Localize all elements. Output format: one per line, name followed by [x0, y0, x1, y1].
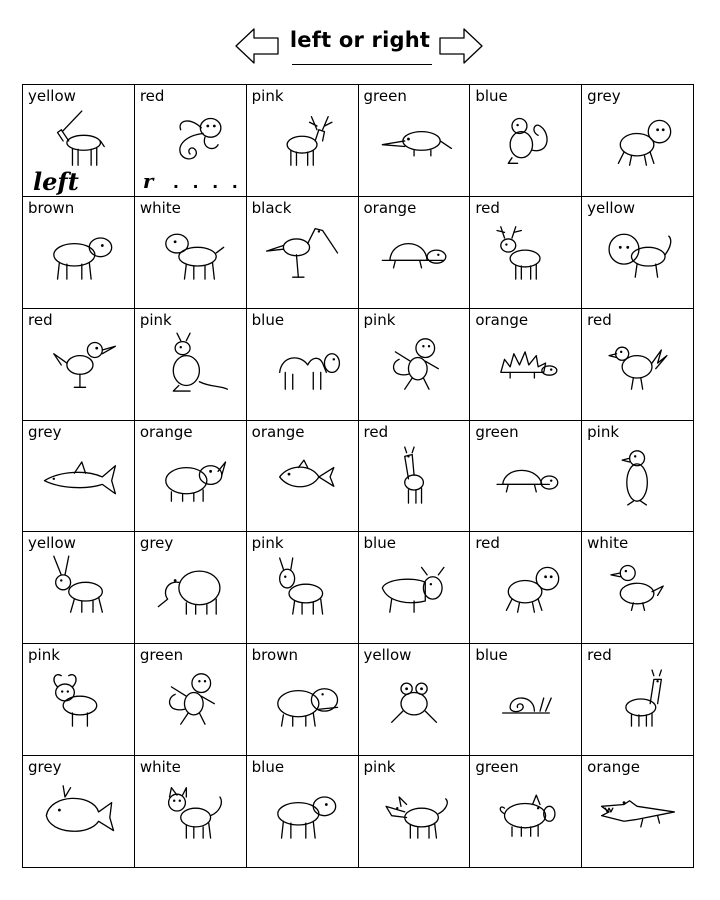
color-label: white [139, 198, 181, 217]
llama-icon [596, 664, 680, 734]
hen-icon [596, 329, 680, 399]
animal-cell-20[interactable] [135, 421, 247, 533]
dog-icon [149, 217, 233, 287]
penguin-icon [596, 441, 680, 511]
whale-icon [37, 776, 121, 846]
color-label: blue [475, 87, 508, 105]
bear-icon [261, 776, 345, 846]
anteater-icon [373, 105, 457, 175]
animal-cell-1[interactable] [23, 85, 135, 197]
animal-cell-22[interactable] [359, 421, 471, 533]
deer-icon [484, 217, 568, 287]
animal-cell-7[interactable] [23, 197, 135, 309]
donkey-icon [261, 552, 345, 622]
color-label: pink [251, 534, 284, 553]
color-label: pink [363, 758, 396, 777]
hedgehog-icon [484, 329, 568, 399]
color-label: black [251, 198, 292, 217]
rhino-icon [149, 441, 233, 511]
color-label: white [587, 534, 629, 553]
antelope-icon [37, 105, 121, 175]
animal-cell-13[interactable] [23, 309, 135, 421]
left-arrow-icon [234, 26, 280, 66]
color-label: red [587, 310, 612, 329]
color-label: red [475, 534, 500, 553]
giraffe-icon [373, 441, 457, 511]
shark-icon [37, 441, 121, 511]
animal-cell-23[interactable] [470, 421, 582, 533]
answer-blank[interactable]: . . . . [172, 173, 242, 192]
animal-cell-37[interactable] [23, 756, 135, 868]
cow-icon [484, 552, 568, 622]
answer-start-letter: r [142, 169, 154, 193]
bird-icon [37, 329, 121, 399]
animal-cell-6[interactable] [582, 85, 694, 197]
cow-icon [596, 105, 680, 175]
wolf-icon [373, 776, 457, 846]
color-label: yellow [28, 87, 76, 105]
animal-cell-26[interactable] [135, 532, 247, 644]
animal-cell-27[interactable] [247, 532, 359, 644]
animal-cell-28[interactable] [359, 532, 471, 644]
color-label: pink [139, 310, 172, 329]
color-label: orange [363, 198, 417, 217]
color-label: pink [251, 87, 284, 105]
worksheet-header [0, 22, 720, 72]
fish-icon [261, 441, 345, 511]
color-label: yellow [28, 534, 76, 553]
color-label: grey [139, 534, 174, 553]
animal-cell-33[interactable] [247, 644, 359, 756]
animal-cell-34[interactable] [359, 644, 471, 756]
example-answer: left [33, 167, 79, 196]
pig-icon [484, 776, 568, 846]
kangaroo-icon [149, 329, 233, 399]
color-label: grey [587, 87, 621, 105]
color-label: red [363, 422, 389, 441]
goat-icon [37, 552, 121, 622]
animal-cell-3[interactable] [247, 85, 359, 197]
color-label: green [475, 758, 519, 777]
color-label: brown [28, 198, 75, 217]
color-label: red [139, 87, 165, 105]
animal-cell-11[interactable] [470, 197, 582, 309]
animal-cell-31[interactable] [23, 644, 135, 756]
moose-icon [261, 105, 345, 175]
color-label: green [139, 646, 184, 665]
color-label: green [363, 87, 407, 105]
animal-cell-2[interactable] [135, 85, 247, 197]
color-label: orange [475, 310, 529, 329]
animal-cell-32[interactable] [135, 644, 247, 756]
animal-cell-5[interactable] [470, 85, 582, 197]
animal-cell-17[interactable] [470, 309, 582, 421]
color-label: yellow [587, 198, 636, 217]
color-label: red [475, 198, 500, 217]
color-label: green [475, 422, 519, 441]
animal-cell-38[interactable] [135, 756, 247, 868]
color-label: red [28, 310, 53, 329]
animal-cell-29[interactable] [470, 532, 582, 644]
bull-icon [373, 552, 457, 622]
color-label: blue [475, 646, 508, 665]
animal-cell-40[interactable] [359, 756, 471, 868]
animal-cell-8[interactable] [135, 197, 247, 309]
animal-cell-25[interactable] [23, 532, 135, 644]
hippo-icon [261, 664, 345, 734]
color-label: orange [587, 758, 640, 777]
animal-cell-21[interactable] [247, 421, 359, 533]
octopus-icon [149, 105, 233, 175]
color-label: red [587, 646, 612, 665]
color-label: pink [363, 310, 396, 329]
squirrel-icon [484, 105, 568, 175]
color-label: brown [251, 646, 298, 665]
lion-icon [596, 217, 680, 287]
animal-cell-24[interactable] [582, 421, 694, 533]
snail-icon [484, 664, 568, 734]
animal-cell-15[interactable] [247, 309, 359, 421]
color-label: pink [28, 646, 60, 665]
color-label: grey [28, 422, 62, 441]
color-label: blue [363, 534, 396, 553]
bear-icon [37, 217, 121, 287]
frog-icon [373, 664, 457, 734]
animal-grid [22, 84, 694, 868]
monkey-icon [373, 329, 457, 399]
color-label: orange [251, 422, 305, 441]
color-label: blue [251, 310, 285, 329]
color-label: blue [251, 758, 285, 777]
animal-cell-18[interactable] [582, 309, 694, 421]
animal-cell-12[interactable] [582, 197, 694, 309]
buffalo-icon [37, 664, 121, 734]
stork-icon [261, 217, 345, 287]
cat-icon [149, 776, 233, 846]
color-label: yellow [363, 646, 412, 665]
animal-cell-10[interactable] [359, 197, 471, 309]
color-label: grey [28, 758, 62, 777]
color-label: orange [139, 422, 193, 441]
turtle-icon [484, 441, 568, 511]
animal-cell-35[interactable] [470, 644, 582, 756]
animal-cell-9[interactable] [247, 197, 359, 309]
color-label: pink [587, 422, 620, 441]
animal-cell-36[interactable] [582, 644, 694, 756]
animal-cell-19[interactable] [23, 421, 135, 533]
animal-cell-16[interactable] [359, 309, 471, 421]
crocodile-icon [596, 776, 680, 846]
page-title: left or right [289, 28, 431, 52]
elephant-icon [149, 552, 233, 622]
animal-cell-41[interactable] [470, 756, 582, 868]
monkey-icon [149, 664, 233, 734]
tortoise-icon [373, 217, 457, 287]
animal-cell-39[interactable] [247, 756, 359, 868]
right-arrow-icon [438, 26, 484, 66]
animal-cell-14[interactable] [135, 309, 247, 421]
animal-cell-30[interactable] [582, 532, 694, 644]
color-label: white [139, 758, 181, 777]
duck-icon [596, 552, 680, 622]
animal-cell-4[interactable] [359, 85, 471, 197]
camel-icon [261, 329, 345, 399]
title-underline [292, 64, 432, 65]
animal-cell-42[interactable] [582, 756, 694, 868]
